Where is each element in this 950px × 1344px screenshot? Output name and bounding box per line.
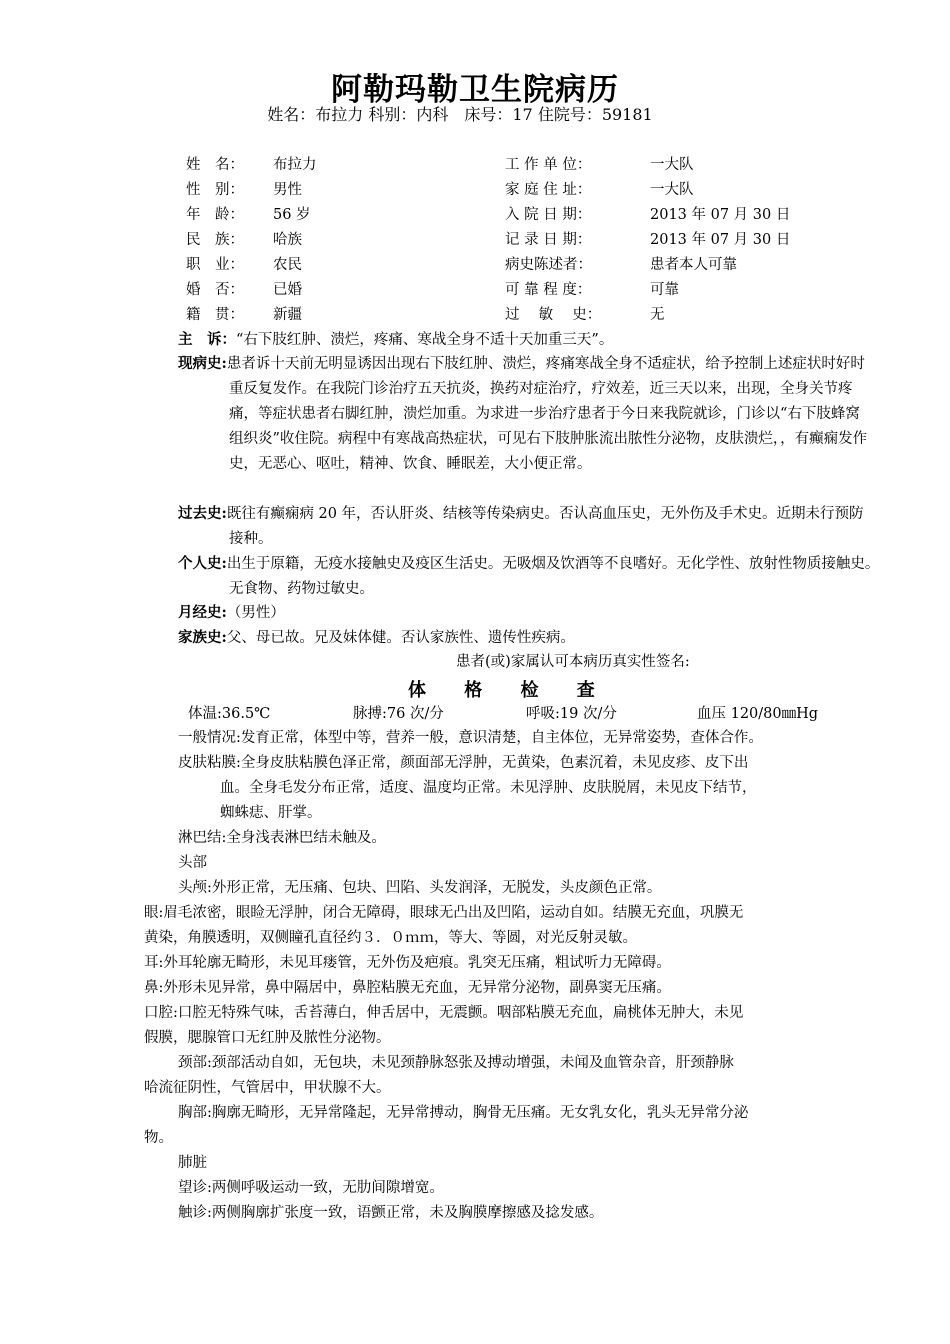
info-value: 可靠 bbox=[650, 282, 679, 298]
info-row bbox=[178, 178, 818, 203]
vital-respiration: 呼吸:19 次/分 bbox=[526, 706, 617, 722]
info-value: 无 bbox=[650, 307, 665, 323]
general-condition: 一般情况:发育正常，体型中等，营养一般，意识清楚，自主体位，无异常姿势，查体合作。 bbox=[178, 730, 763, 746]
info-value: 患者本人可靠 bbox=[650, 257, 737, 273]
neck-exam-line: 颈部:颈部活动自如，无包块，未见颈静脉怒张及搏动增强，未闻及血管杂音，肝颈静脉 bbox=[178, 1055, 734, 1071]
info-value: 男性 bbox=[273, 182, 302, 198]
section-label: 家族史: bbox=[178, 629, 227, 646]
section-label: 主 诉： bbox=[178, 331, 236, 348]
skull-exam: 头颅:外形正常，无压痛、包块、凹陷、头发润泽，无脱发，头皮颜色正常。 bbox=[178, 880, 662, 896]
info-key: 入 院 日 期： bbox=[505, 207, 592, 223]
info-key: 年 龄： bbox=[186, 207, 244, 223]
info-row bbox=[178, 153, 818, 178]
ear-exam: 耳:外耳轮廓无畸形，未见耳瘘管，无外伤及疤痕。乳突无压痛，粗试听力无障碍。 bbox=[144, 955, 671, 971]
eye-exam-line: 眼:眉毛浓密，眼睑无浮肿，闭合无障碍，眼球无凸出及凹陷，运动自如。结膜无充血，巩膜无 bbox=[144, 905, 744, 921]
section-text: 患者诉十天前无明显诱因出现右下肢红肿、溃烂，疼痛寒战全身不适症状，给予控制上述症状时好时重反复发作。在我院门诊治疗五天抗炎，换药对症治疗，疗效差，近三天以来，出现，全身关节疼痛，等症状患者右脚红肿，溃烂加重。为求进一步治疗患者于今日来我院就诊，门诊以“右下肢蜂窝组织炎”收住院。病程中有寒战高热症状，可见右下肢肿胀流出脓性分泌物，皮肤溃烂，，有癫痫发作史，无恶心、呕吐，精神、饮食、睡眠差，大小便正常。 bbox=[226, 356, 868, 472]
head-heading: 头部 bbox=[178, 855, 207, 871]
info-key: 婚 否： bbox=[186, 282, 244, 298]
section-label: 个人史: bbox=[178, 555, 227, 572]
info-value: 56 岁 bbox=[273, 207, 311, 223]
info-row bbox=[178, 253, 818, 278]
info-key: 性 别： bbox=[186, 182, 244, 198]
info-row bbox=[178, 303, 818, 328]
section-text: 出生于原籍，无疫水接触史及疫区生活史。无吸烟及饮酒等不良嗜好。无化学性、放射性物质接触史。无食物、药物过敏史。 bbox=[226, 556, 880, 597]
past-history bbox=[178, 501, 869, 552]
family-history bbox=[178, 625, 818, 651]
info-value: 已婚 bbox=[273, 282, 302, 298]
exam-heading: 体 格 检 查 bbox=[408, 680, 605, 701]
mouth-exam-line: 假膜，腮腺管口无红肿及脓性分泌物。 bbox=[144, 1030, 391, 1046]
info-value: 一大队 bbox=[650, 182, 694, 198]
info-key: 工 作 单 位： bbox=[505, 157, 592, 173]
section-text: 既往有癫痫病 20 年，否认肝炎、结核等传染病史。否认高血压史，无外伤及手术史。近期未行预防接种。 bbox=[226, 506, 864, 547]
menstrual-history bbox=[178, 600, 818, 626]
section-label: 过去史: bbox=[178, 505, 227, 522]
info-value: 2013 年 07 月 30 日 bbox=[650, 232, 791, 248]
mouth-exam-line: 口腔:口腔无特殊气味，舌苔薄白，伸舌居中，无震颤。咽部粘膜无充血，扁桃体无肿大，未见 bbox=[144, 1005, 744, 1021]
page-title: 阿勒玛勒卫生院病历 bbox=[331, 72, 619, 108]
info-value: 一大队 bbox=[650, 157, 694, 173]
info-value: 哈族 bbox=[273, 232, 302, 248]
info-value: 新疆 bbox=[273, 307, 302, 323]
chest-exam-line: 物。 bbox=[144, 1130, 173, 1146]
chest-exam-line: 胸部:胸廓无畸形，无异常隆起，无异常搏动，胸骨无压痛。无女乳女化，乳头无异常分泌 bbox=[178, 1105, 749, 1121]
info-row bbox=[178, 278, 818, 303]
section-text: “右下肢红肿、溃烂，疼痛、寒战全身不适十天加重三天”。 bbox=[236, 332, 614, 348]
section-text: 父、母已故。兄及妹体健。否认家族性、遗传性疾病。 bbox=[226, 630, 575, 646]
info-key: 家 庭 住 址： bbox=[505, 182, 592, 198]
skin-line: 蜘蛛痣、肝掌。 bbox=[220, 805, 322, 821]
skin-line: 血。全身毛发分布正常，适度、温度均正常。未见浮肿、皮肤脱屑，未见皮下结节， bbox=[220, 780, 757, 796]
info-key: 姓 名： bbox=[186, 157, 244, 173]
present-illness bbox=[178, 351, 869, 477]
info-row bbox=[178, 228, 818, 253]
info-key: 病史陈述者： bbox=[505, 257, 592, 273]
info-value: 农民 bbox=[273, 257, 302, 273]
vital-blood-pressure: 血压 120/80㎜Hg bbox=[697, 706, 819, 722]
section-text: （男性） bbox=[226, 605, 285, 621]
info-value: 2013 年 07 月 30 日 bbox=[650, 207, 791, 223]
vital-pulse: 脉搏:76 次/分 bbox=[353, 706, 444, 722]
personal-history bbox=[178, 551, 881, 602]
info-key: 过 敏 史： bbox=[505, 307, 602, 323]
signature-line: 患者(或)家属认可本病历真实性签名: bbox=[456, 654, 690, 670]
info-key: 可 靠 程 度： bbox=[505, 282, 592, 298]
section-label: 月经史: bbox=[178, 604, 227, 621]
patient-summary: 姓名：布拉力 科别：内科 床号：17 住院号：59181 bbox=[267, 105, 653, 124]
vital-temperature: 体温:36.5℃ bbox=[188, 706, 271, 722]
lung-heading: 肺脏 bbox=[178, 1155, 207, 1171]
nose-exam: 鼻:外形未见异常，鼻中隔居中，鼻腔粘膜无充血，无异常分泌物，副鼻窦无压痛。 bbox=[144, 980, 671, 996]
lymph-nodes: 淋巴结:全身浅表淋巴结未触及。 bbox=[178, 830, 386, 846]
eye-exam-line: 黄染，角膜透明，双侧瞳孔直径约３．０ｍｍ，等大、等圆，对光反射灵敏。 bbox=[144, 930, 637, 946]
info-key: 籍 贯： bbox=[186, 307, 244, 323]
info-key: 记 录 日 期： bbox=[505, 232, 592, 248]
skin-line: 皮肤粘膜:全身皮肤粘膜色泽正常，颜面部无浮肿，无黄染，色素沉着，未见皮疹、皮下出 bbox=[178, 755, 749, 771]
neck-exam-line: 哈流征阴性，气管居中，甲状腺不大。 bbox=[144, 1080, 391, 1096]
lung-palpation: 触诊:两侧胸廓扩张度一致，语颤正常，未及胸膜摩擦感及捻发感。 bbox=[178, 1205, 604, 1221]
info-value: 布拉力 bbox=[273, 157, 317, 173]
info-key: 职 业： bbox=[186, 257, 244, 273]
chief-complaint bbox=[178, 327, 818, 353]
patient-info-table bbox=[178, 153, 818, 328]
lung-inspection: 望诊:两侧呼吸运动一致，无肋间隙增宽。 bbox=[178, 1180, 444, 1196]
info-row bbox=[178, 203, 818, 228]
section-label: 现病史: bbox=[178, 355, 227, 372]
info-key: 民 族： bbox=[186, 232, 244, 248]
